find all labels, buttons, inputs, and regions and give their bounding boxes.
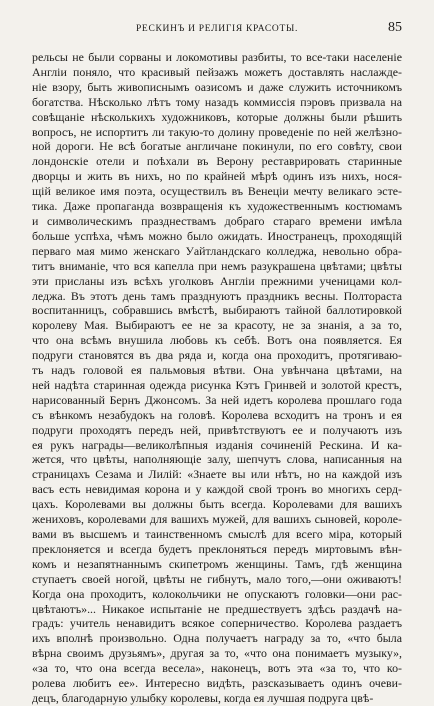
text-line: нарисованный Бернъ Джонсомъ. За ней идетъ королева прошлаго года <box>32 392 402 407</box>
text-line: подруги проходятъ передъ ней, привѣтствуютъ ее и получаютъ изъ <box>32 422 402 437</box>
text-line: вѣрна своимъ друзьямъ», другая за то, «что она понимаетъ музыку», <box>32 646 402 661</box>
text-line: королеву Мая. Выбираютъ ее не за красоту, не за знанія, а за то, <box>32 318 402 333</box>
text-line: эти присланы изъ всѣхъ уголковъ Англіи прежними ученицами кол- <box>32 273 402 288</box>
text-line: тъ надъ головой ея пальмовыя вѣтви. Она увѣнчана цвѣтами, на <box>32 363 402 378</box>
text-line: тика. Даже пропаганда возвращенія къ художественнымъ костюмамъ <box>32 199 402 214</box>
text-line: жется, что цвѣты, наполняющіе залу, шепчутъ слова, написанныя на <box>32 452 402 467</box>
text-line: градъ: учитель ненавидитъ всякое соперничество. Королева раздаетъ <box>32 616 402 631</box>
text-line: ніе взору, быть живописнымъ оазисомъ и даже служить источникомъ <box>32 79 402 94</box>
text-line: ной дороги. Не всѣ богатые англичане покинули, по его совѣту, свои <box>32 139 402 154</box>
text-line: цвѣтаютъ»... Никакое испытаніе не предшествуетъ здѣсь раздачѣ на- <box>32 601 402 616</box>
text-line: дворцы и жить въ нихъ, но по крайней мѣрѣ одинъ изъ нихъ, нося- <box>32 169 402 184</box>
text-line: Англіи поняло, что красивый пейзажъ можетъ доставлять наслажде- <box>32 64 402 79</box>
text-line: перваго мая мимо женскаго Уайтландскаго колледжа, невольно обра- <box>32 243 402 258</box>
text-line: богатства. Нѣсколько лѣтъ тому назадъ коммиссія пэровъ призвала на <box>32 94 402 109</box>
text-line: комъ и незапятнаннымъ скипетромъ женщины. Тамъ, гдѣ женщина <box>32 556 402 571</box>
text-line: щій великое имя поэта, осуществилъ въ Венеціи мечту великаго эсте- <box>32 184 402 199</box>
text-line: жениховъ, королевами для вашихъ мужей, для вашихъ сыновей, короле- <box>32 512 402 527</box>
text-line: преклоняется и всегда будетъ преклоняться передъ миртовымъ вѣн- <box>32 541 402 556</box>
body-text <box>32 50 402 706</box>
text-line: ея рукъ награды—великолѣпныя изданія сочиненій Рескина. И ка- <box>32 437 402 452</box>
text-line: страницахъ Сезама и Лилій: «Знаете вы или нѣтъ, но на каждой изъ <box>32 467 402 482</box>
text-line: вами въ высшемъ и таинственномъ смыслѣ для всего міра, который <box>32 527 402 541</box>
text-line: титъ вниманіе, что вся капелла при немъ разукрашена цвѣтами; цвѣты <box>32 258 402 273</box>
running-head: РЕСКИНЪ И РЕЛИГІЯ КРАСОТЫ. <box>135 24 299 34</box>
text-line: что она всѣмъ внушила любовь къ себѣ. Вотъ она появляется. Ея <box>32 333 402 348</box>
text-line: цахъ. Королевами вы должны быть всегда. Королевами для вашихъ <box>32 497 402 512</box>
text-line: Когда она проходитъ, колокольчики не опускаютъ головки—они рас- <box>32 586 402 601</box>
text-line: подруги становятся въ два ряда и, когда она проходитъ, протягиваю- <box>32 348 402 363</box>
text-line: больше успѣха, чѣмъ можно было ожидать. Иностранецъ, проходящій <box>32 228 402 243</box>
page-header <box>32 20 402 42</box>
text-line: децъ, благодарную улыбку королевы, когда ея лучшая подруга цвѣ- <box>32 690 374 705</box>
text-line: ступаетъ своей ногой, цвѣты не гибнутъ, мало того,—они оживаютъ! <box>32 571 402 586</box>
page-number: 85 <box>388 20 402 35</box>
text-line: и символическимъ празднествамъ добраго стараго времени имѣла <box>32 213 402 228</box>
text-line: ихъ вполнѣ произвольно. Одна получаетъ награду за то, «что была <box>32 631 402 646</box>
text-line: воспитанницъ, собравшись вмѣстѣ, выбираютъ тайной баллотировкой <box>32 303 402 318</box>
text-line: рельсы не были сорваны и локомотивы разбиты, то все-таки населеніе <box>32 50 402 64</box>
text-line: съ вѣнкомъ незабудокъ на головѣ. Королева всходитъ на тронъ и ея <box>32 407 402 422</box>
text-line: ней надѣта старинная одежда рисунка Кэтъ Гринвей и золотой крестъ, <box>32 377 402 392</box>
text-line: «за то, что она всегда весела», наконецъ, вотъ эта «за то, что ко- <box>32 661 402 676</box>
text-line: лондонскіе отели и поѣхали въ Верону реставрировать старинные <box>32 154 402 169</box>
text-line: ролева любитъ ее». Интересно видѣть, разсказываетъ одинъ очеви- <box>32 676 402 691</box>
text-line: вопросъ, не испортитъ ли такую-то долину проведеніе по ней желѣзно- <box>32 124 402 139</box>
text-line: совѣщаніе нѣсколькихъ художниковъ, которые должны были рѣшить <box>32 109 402 124</box>
text-line: леджа. Въ этотъ день тамъ празднуютъ праздникъ весны. Полтораста <box>32 288 402 303</box>
text-line: васъ есть невидимая корона и у каждой свой тронъ во многихъ серд- <box>32 482 402 497</box>
